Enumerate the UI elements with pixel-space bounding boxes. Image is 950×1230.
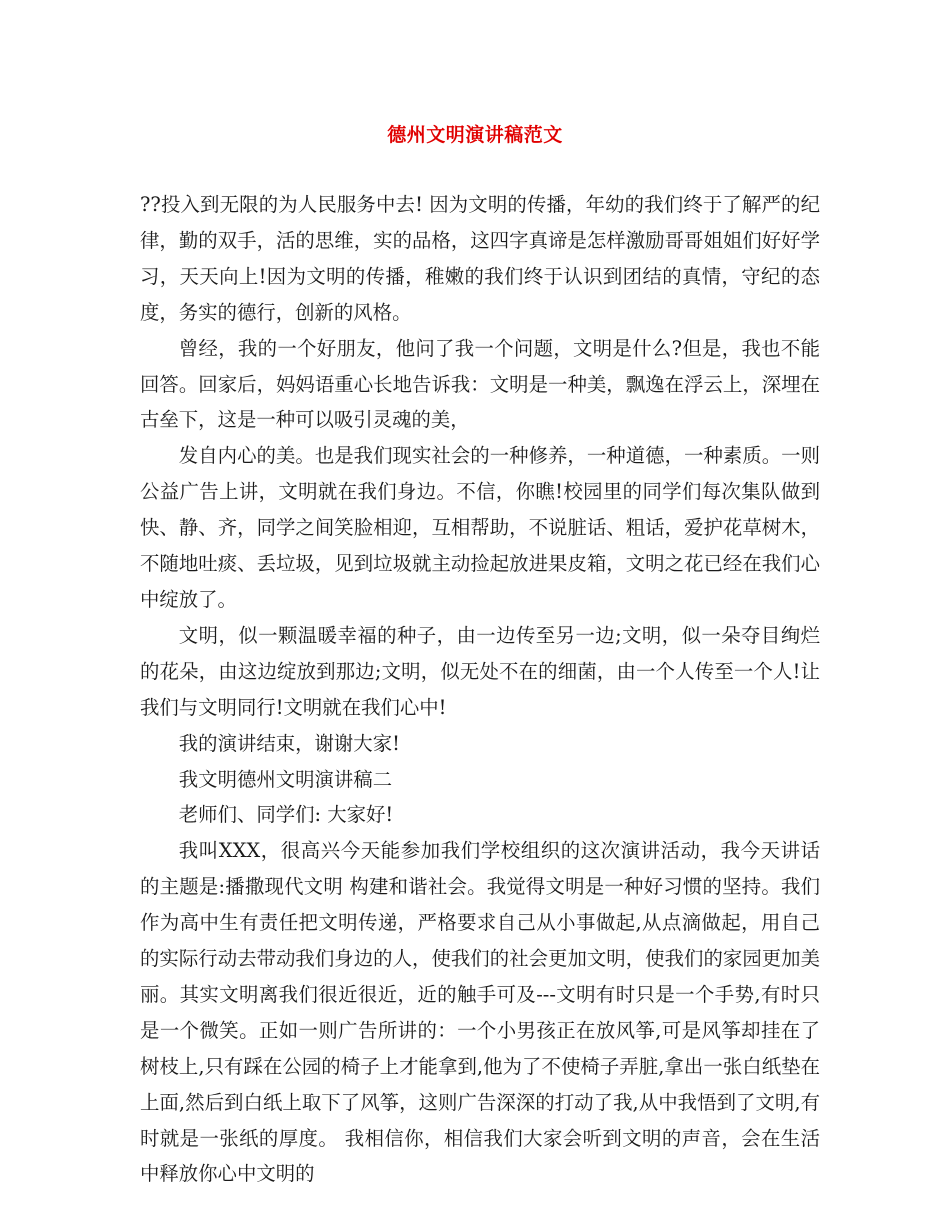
paragraph-4: 文明，似一颗温暖幸福的种子，由一边传至另一边;文明，似一朵夺目绚烂的花朵，由这边绽放到那边;文明，似无处不在的细菌，由一个人传至一个人!让我们与文明同行!文明就在我们心中! bbox=[140, 623, 820, 719]
paragraph-2: 曾经，我的一个好朋友，他问了我一个问题，文明是什么?但是，我也不能回答。回家后，妈妈语重心长地告诉我：文明是一种美，飘逸在浮云上，深埋在古垒下，这是一种可以吸引灵魂的美， bbox=[140, 336, 820, 432]
paragraph-5: 我的演讲结束，谢谢大家! bbox=[178, 731, 400, 755]
paragraph-3: 发自内心的美。也是我们现实社会的一种修养，一种道德，一种素质。一则公益广告上讲，文明就在我们身边。不信，你瞧!校园里的同学们每次集队做到快、静、齐，同学之间笑脸相迎，互相帮助，不说脏话、粗话，爱护花草树木，不随地吐痰、丢垃圾，见到垃圾就主动捡起放进果皮箱，文明之花已经在我们心中绽放了。 bbox=[140, 444, 820, 611]
paragraph-1: ??投入到无限的为人民服务中去! 因为文明的传播，年幼的我们终于了解严的纪律，勤的双手，活的思维，实的品格，这四字真谛是怎样激励哥哥姐姐们好好学习，天天向上!因为文明的传播，稚嫩的我们终于认识到团结的真情，守纪的态度，务实的德行，创新的风格。 bbox=[140, 193, 820, 324]
document-body bbox=[140, 187, 820, 1192]
paragraph-6: 我文明德州文明演讲稿二 bbox=[178, 767, 393, 791]
document-title: 德州文明演讲稿范文 bbox=[387, 124, 563, 146]
paragraph-8: 我叫XXX，很高兴今天能参加我们学校组织的这次演讲活动，我今天讲话的主题是:播撒现代文明 构建和谐社会。我觉得文明是一种好习惯的坚持。我们作为高中生有责任把文明传递，严格要求自己从小事做起,从点滴做起，用自己的实际行动去带动我们身边的人，使我们的社会更加文明，使我们的家园更加美丽。其实文明离我们很近很近，近的触手可及---文明有时只是一个手势,有时只是一个微笑。正如一则广告所讲的：一个小男孩正在放风筝,可是风筝却挂在了树枝上,只有踩在公园的椅子上才能拿到,他为了不使椅子弄脏,拿出一张白纸垫在上面,然后到白纸上取下了风筝，这则广告深深的打动了我,从中我悟到了文明,有时就是一张纸的厚度。 我相信你，相信我们大家会听到文明的声音，会在生活中释放你心中文明的 bbox=[140, 839, 820, 1186]
paragraph-7: 老师们、同学们: 大家好! bbox=[178, 803, 394, 827]
